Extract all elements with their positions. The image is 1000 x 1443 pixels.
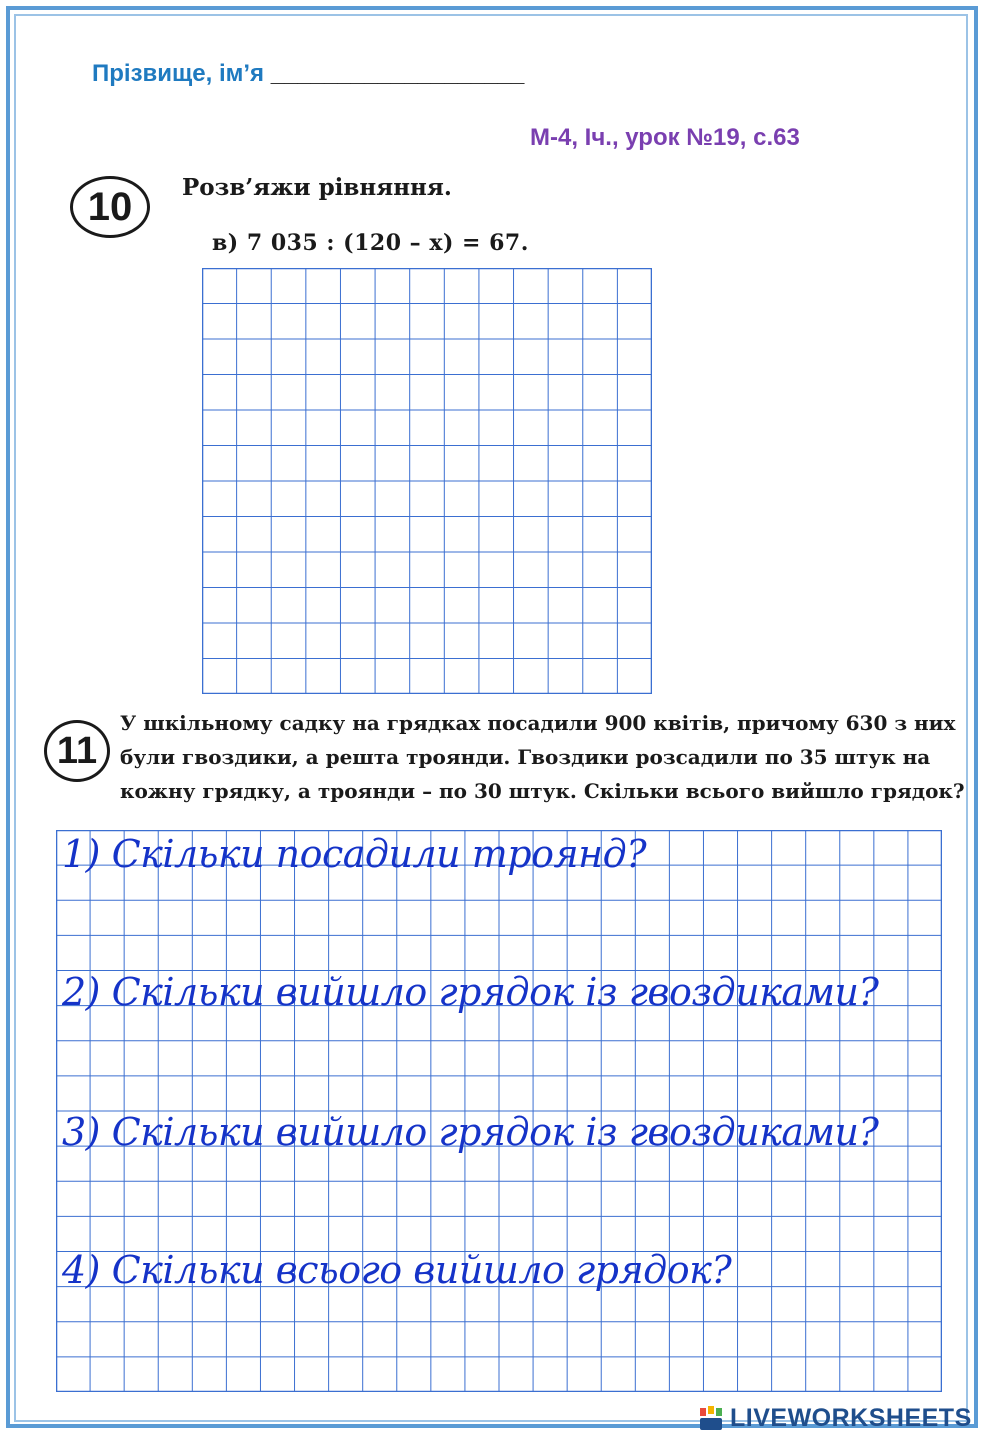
- name-blank-field[interactable]: ___________________: [270, 60, 525, 87]
- liveworksheets-wordmark: LIVEWORKSHEETS: [730, 1404, 972, 1432]
- task-11-problem-text: [120, 706, 970, 808]
- handwritten-question-2: 2) Скільки вийшло грядок із гвоздиками?: [62, 970, 879, 1014]
- problem-line: У шкільному садку на грядках посадили 900 квітів, причому 630 з них: [120, 711, 956, 735]
- problem-line: були гвоздики, а решта троянди. Гвоздики розсадили по 35 штук на: [120, 745, 931, 769]
- liveworksheets-brand: [700, 1404, 972, 1433]
- problem-line: кожну грядку, а троянди – по 30 штук. Скільки всього вийшло грядок?: [120, 779, 965, 803]
- task-number-10: 10: [70, 176, 150, 238]
- task-10-equation: в) 7 035 : (120 – x) = 67.: [212, 230, 529, 256]
- lesson-reference: М-4, Іч., урок №19, с.63: [530, 124, 800, 151]
- grid-lines-task-10: [202, 268, 652, 694]
- answer-grid-task-10[interactable]: [202, 268, 652, 694]
- liveworksheets-logo-icon: [700, 1406, 724, 1432]
- name-label: Прізвище, ім’я: [92, 60, 265, 87]
- name-line: [92, 60, 524, 88]
- handwritten-question-4: 4) Скільки всього вийшло грядок?: [62, 1248, 732, 1292]
- task-10-title: Розв’яжи рівняння.: [182, 174, 452, 201]
- handwritten-question-1: 1) Скільки посадили троянд?: [62, 832, 647, 876]
- task-number-11: 11: [44, 720, 110, 782]
- handwritten-question-3: 3) Скільки вийшло грядок із гвоздиками?: [62, 1110, 879, 1154]
